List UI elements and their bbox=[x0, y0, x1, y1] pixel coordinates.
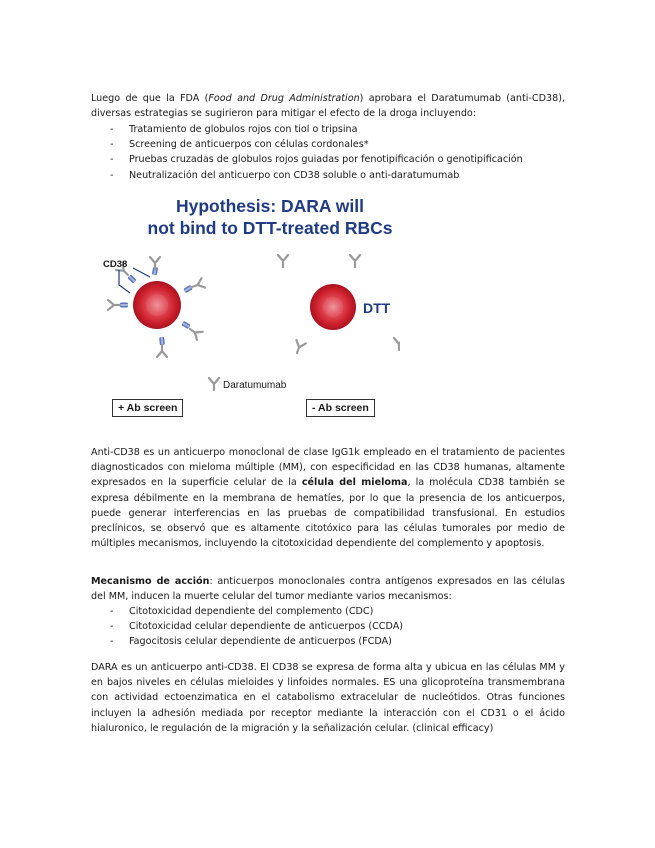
intro-text-end: ) aprobara el Daratumumab (anti-CD38), diversas estrategias se sugirieron para mitigar el efecto de la droga incluyendo: bbox=[91, 93, 565, 120]
daratumumab-label: Daratumumab bbox=[223, 380, 287, 391]
figure-title bbox=[140, 195, 400, 239]
cd38-label: CD38 bbox=[103, 259, 128, 270]
list-item: - Citotoxicidad dependiente del complemento (CDC) bbox=[110, 604, 403, 619]
myeloma-cell-term: célula del mieloma bbox=[301, 477, 408, 489]
list-item: - Fagocitosis celular dependiente de anticuerpos (FCDA) bbox=[110, 634, 403, 649]
cd38-pointer bbox=[133, 268, 150, 277]
dtt-label: DTT bbox=[363, 300, 391, 316]
antibody-icon bbox=[190, 278, 205, 292]
antibody-icon bbox=[394, 338, 400, 350]
positive-ab-screen-label: + Ab screen bbox=[112, 399, 183, 417]
cd38-marker bbox=[183, 285, 192, 293]
cd38-marker bbox=[181, 321, 190, 329]
figure-title-line2: not bind to DTT-treated RBCs bbox=[147, 218, 393, 238]
antibody-icon bbox=[150, 257, 160, 269]
anti-cd38-text-start: Anti-CD38 es un anticuerpo monoclonal de clase IgG1k empleado en el tratamiento de pacientes diagnosticados con mieloma múltiple (MM), con especificidad en las CD38 humanas, altamente expresados en la superficie celular de la bbox=[91, 447, 565, 489]
antibody-icon bbox=[350, 255, 360, 267]
daratumumab-legend-icon bbox=[209, 378, 219, 390]
list-item: - Citotoxicidad celular dependiente de anticuerpos (CCDA) bbox=[110, 619, 403, 634]
mechanism-paragraph bbox=[91, 574, 565, 604]
cd38-marker bbox=[120, 303, 128, 308]
antibody-icon bbox=[292, 340, 306, 355]
mechanism-heading: Mecanismo de acción bbox=[91, 576, 210, 587]
figure-title-line1: Hypothesis: DARA will bbox=[176, 196, 364, 216]
cd38-marker bbox=[127, 274, 136, 283]
rbc-right-center bbox=[323, 297, 343, 317]
list-item: - Screening de anticuerpos con células cordonales* bbox=[110, 137, 523, 152]
dara-paragraph bbox=[91, 660, 565, 736]
cd38-pointer bbox=[119, 270, 130, 293]
list-item: - Tratamiento de globulos rojos con tiol o tripsina bbox=[110, 122, 523, 137]
mechanism-text: : anticuerpos monoclonales contra antígenos expresados en las células del MM, inducen la muerte celular del tumor mediante varios mecanismos: bbox=[91, 576, 565, 603]
antibody-icon bbox=[187, 325, 203, 340]
antibody-icon bbox=[157, 345, 167, 357]
list-item: - Pruebas cruzadas de globulos rojos guiadas por fenotipificación o genotipificación bbox=[110, 152, 523, 167]
dara-text: DARA es un anticuerpo anti-CD38. El CD38 se expresa de forma alta y ubicua en las células MM y en bajos niveles en células mieloides y linfoides normales. ES una glicoproteína transmembrana con actividad ectoenzimatica en el catabolismo extracelular de nucleótidos. Otras funciones incluyen la adhesión mediada por receptor mediante la interacción con el CD31 o el ácido hialuronico, le regulación de la migración y la señalización celular. (clinical efficacy) bbox=[91, 662, 565, 734]
intro-text-start: Luego de que la FDA ( bbox=[91, 93, 209, 104]
strategies-list bbox=[110, 122, 523, 183]
hypothesis-figure bbox=[100, 185, 400, 420]
antibody-icon bbox=[108, 300, 120, 310]
antibody-icon bbox=[278, 255, 288, 267]
intro-paragraph bbox=[91, 91, 565, 121]
list-item: - Neutralización del anticuerpo con CD38 soluble o anti-daratumumab bbox=[110, 168, 523, 183]
anti-cd38-text-end: , la molécula CD38 también se expresa débilmente en la membrana de hematíes, por lo que la presencia de los anticuerpos, puede generar interferencias en las pruebas de compatibilidad transfusional. En estudios preclínicos, se observó que es altamente citotóxico para las células tumorales por medio de múltiples mecanismos, incluyendo la citotoxicidad dependiente del complemento y apoptosis. bbox=[91, 477, 565, 550]
fda-full-name: Food and Drug Administration bbox=[208, 93, 360, 104]
mechanism-list bbox=[110, 604, 403, 650]
rbc-left-center bbox=[146, 294, 168, 316]
anti-cd38-paragraph bbox=[91, 445, 565, 551]
negative-ab-screen-label: - Ab screen bbox=[306, 399, 375, 417]
